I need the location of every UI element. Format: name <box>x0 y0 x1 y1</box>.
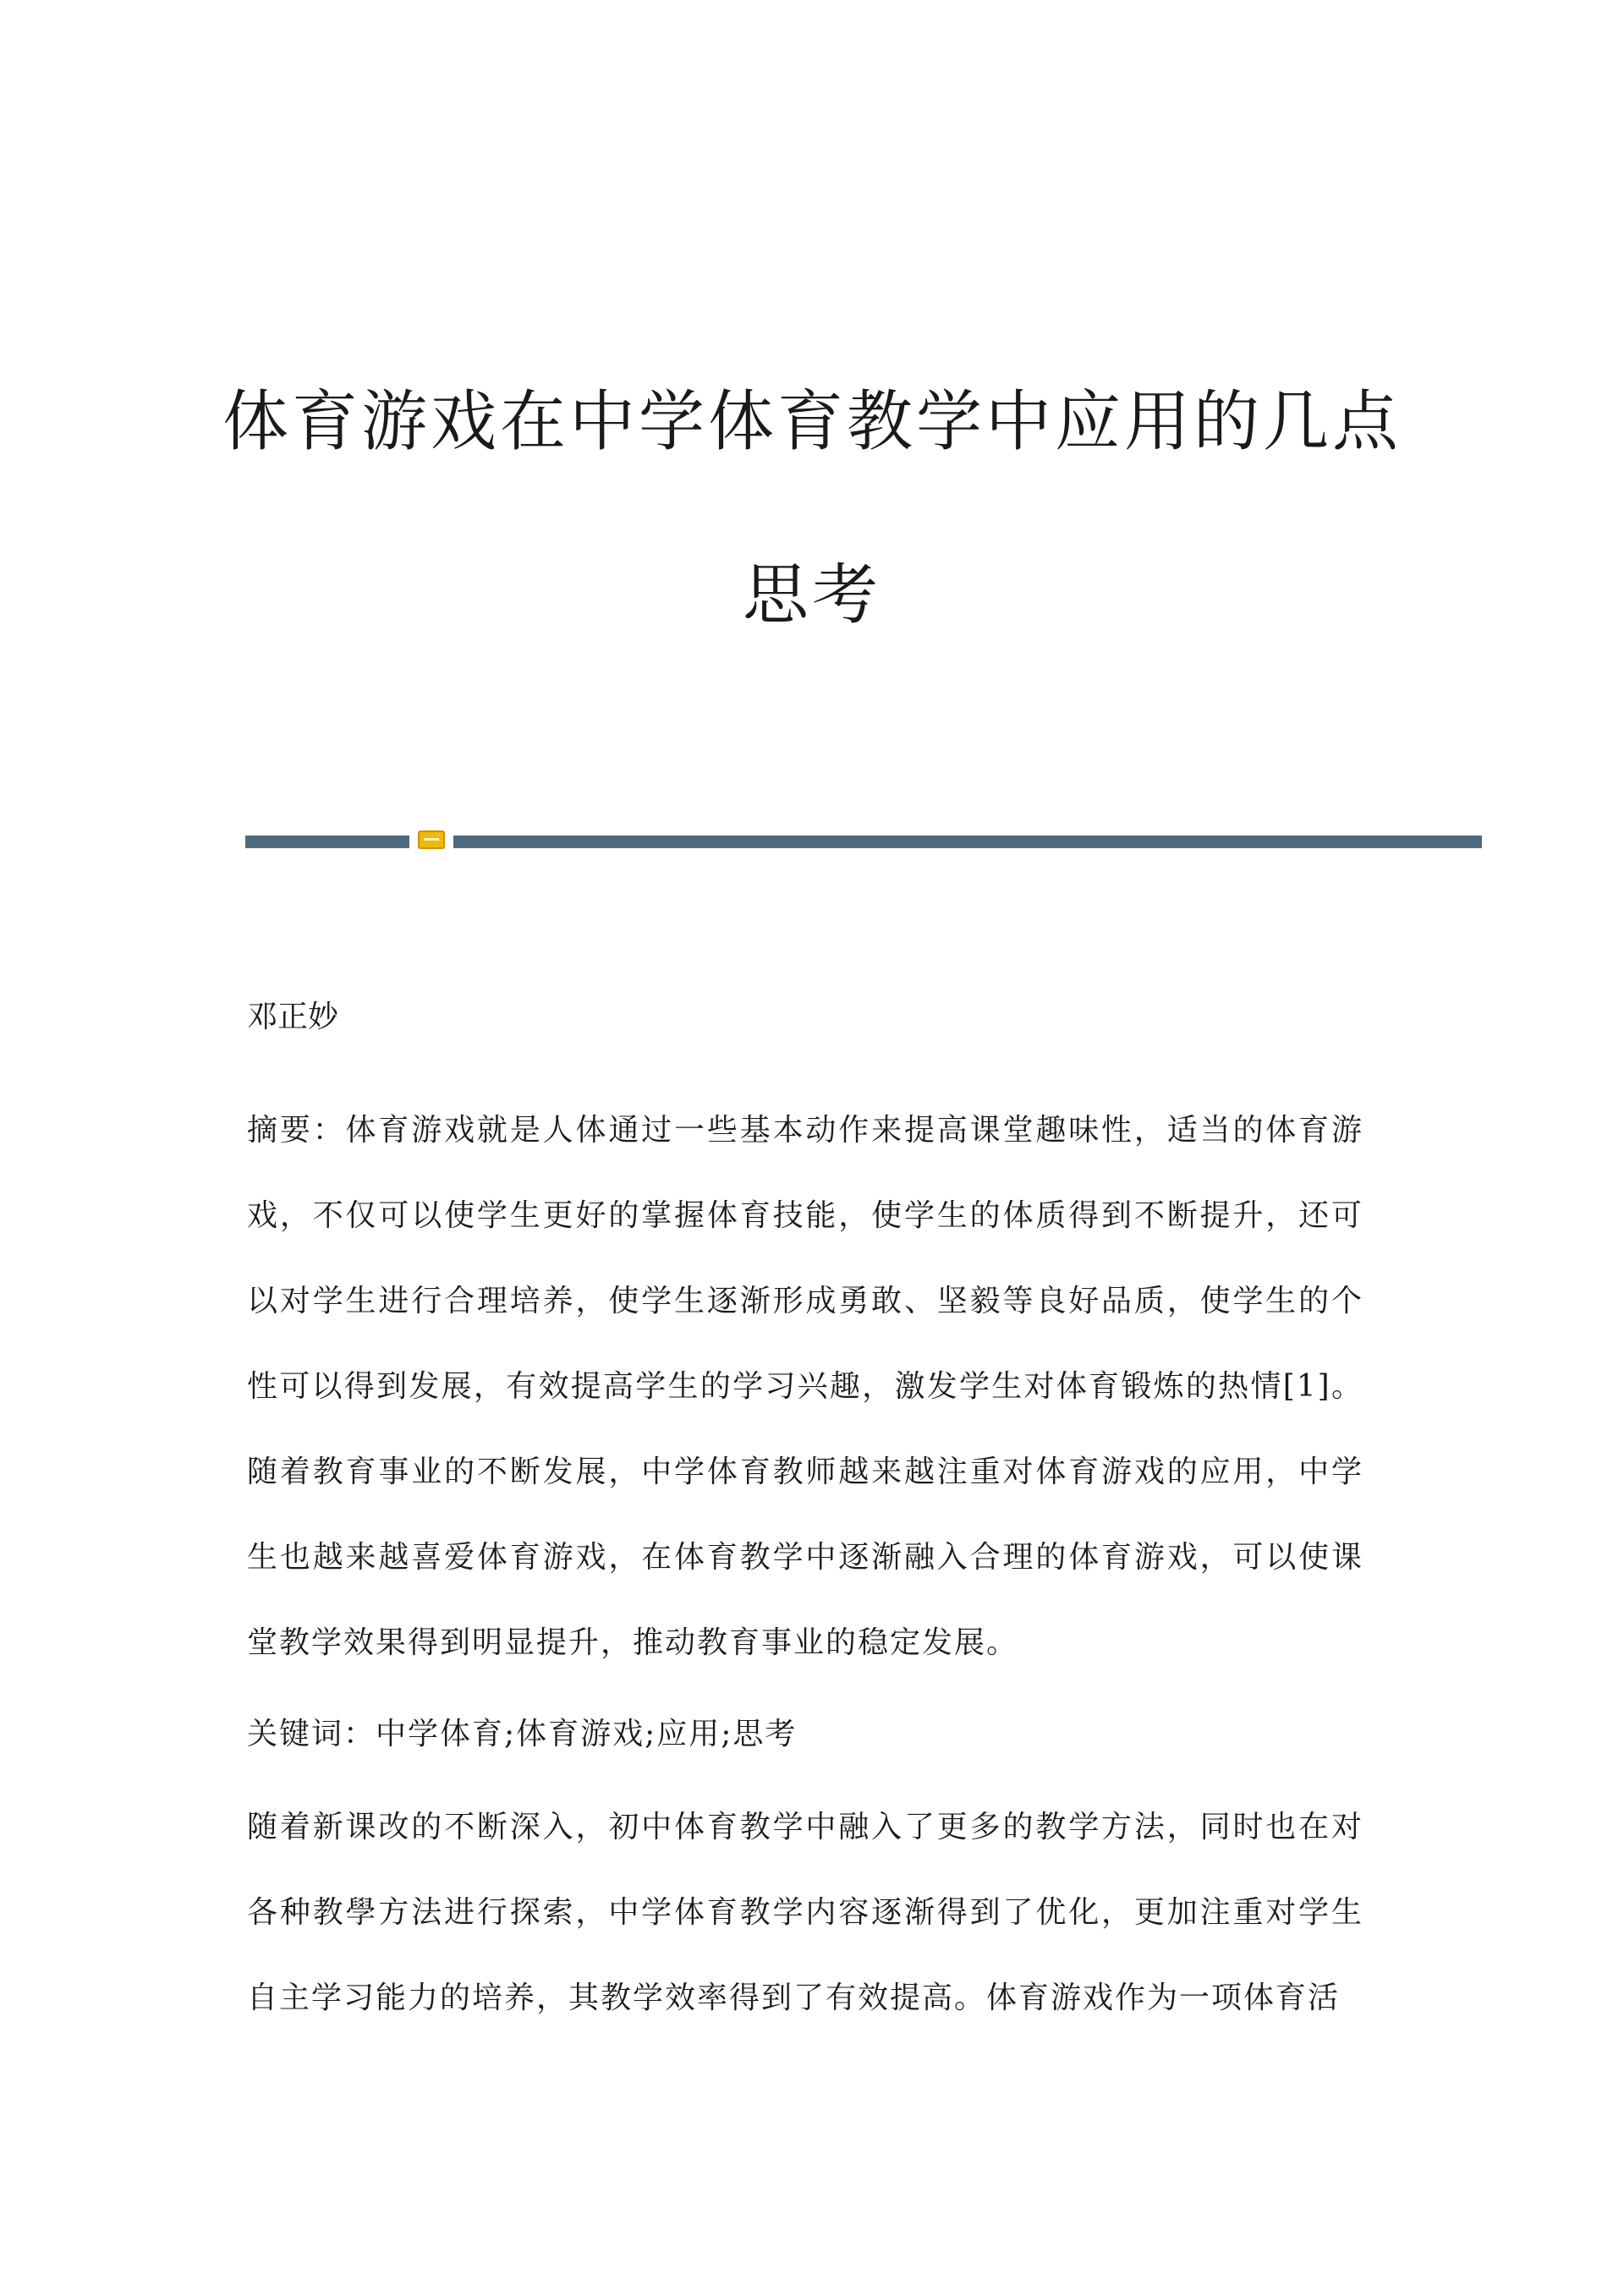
title-divider-right <box>453 836 1482 848</box>
title-divider-left <box>245 836 409 848</box>
abstract-paragraph: 摘要：体育游戏就是人体通过一些基本动作来提高课堂趣味性，适当的体育游戏，不仅可以使学生更好的掌握体育技能，使学生的体质得到不断提升，还可以对学生进行合理培养，使学生逐渐形成勇敢、坚毅等良好品质，使学生的个性可以得到发展，有效提高学生的学习兴趣，激发学生对体育锻炼的热情[1]。随着教育事业的不断发展，中学体育教师越来越注重对体育游戏的应用，中学生也越来越喜爱体育游戏，在体育教学中逐渐融入合理的体育游戏，可以使课堂教学效果得到明显提升，推动教育事业的稳定发展。 <box>247 1113 1363 1660</box>
document-title-line-2: 思考 <box>742 557 881 633</box>
body-paragraph: 随着新课改的不断深入，初中体育教学中融入了更多的教学方法，同时也在对各种教學方法进行探索，中学体育教学内容逐渐得到了优化，更加注重对学生自主学习能力的培养，其教学效率得到了有效提高。体育游戏作为一项体育活 <box>247 1810 1363 2015</box>
keywords-line: 关键词：中学体育;体育游戏;应用;思考 <box>247 1717 798 1751</box>
document-title-line-1: 体育游戏在中学体育教学中应用的几点 <box>222 384 1402 460</box>
author-name: 邓正妙 <box>247 1000 339 1034</box>
divider-ornament-icon <box>418 830 445 849</box>
